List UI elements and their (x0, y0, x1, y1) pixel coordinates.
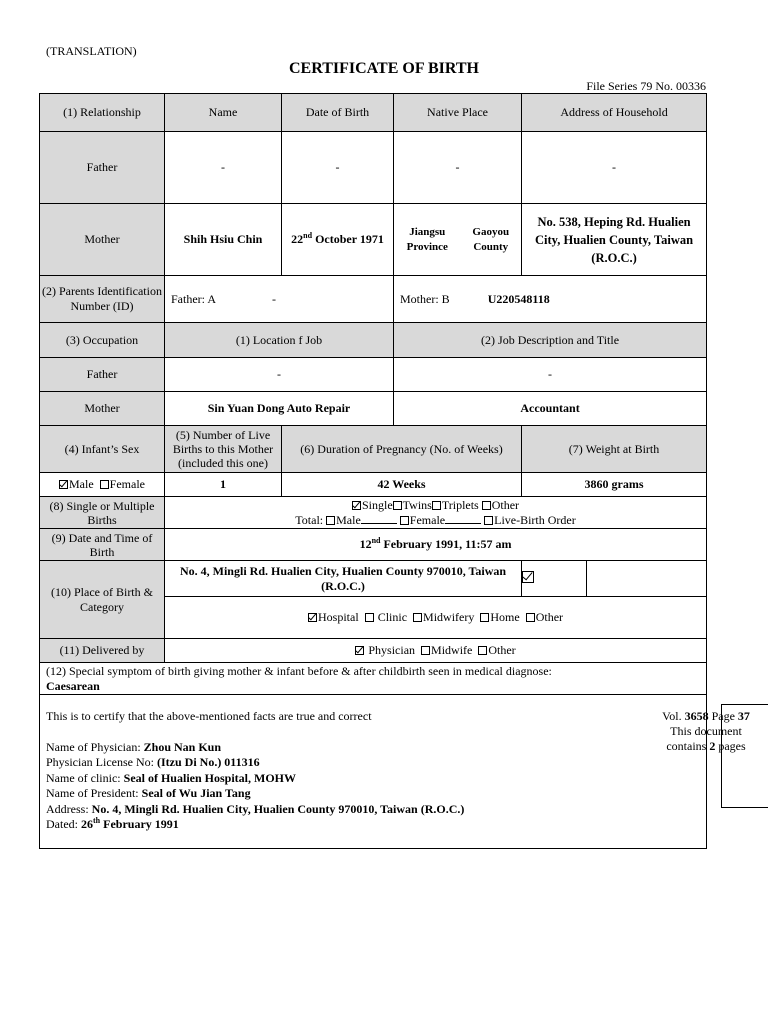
twins-checkbox[interactable] (393, 501, 402, 510)
special-symptom-value: Caesarean (46, 678, 100, 693)
mother-occupation-row (40, 392, 707, 426)
home-checkbox[interactable] (480, 613, 489, 622)
dob-header: Date of Birth (282, 94, 394, 132)
delivered-by-options: Physician Midwife Other (165, 639, 707, 663)
parents-id-label: (2) Parents Identification Number (ID) (40, 276, 165, 323)
mother-job-title: Accountant (394, 392, 707, 426)
father-job-location: - (165, 358, 394, 392)
job-location-header: (1) Location f Job (165, 323, 394, 358)
birth-place-check-cell (522, 561, 587, 597)
certification-row (40, 695, 707, 849)
father-dob: - (282, 132, 394, 204)
father-id: Father: A - (165, 276, 394, 323)
father-label: Father (40, 132, 165, 204)
birth-weight-header: (7) Weight at Birth (522, 426, 707, 473)
address-header: Address of Household (522, 94, 707, 132)
infant-info-header-row (40, 426, 707, 473)
multiple-births-label: (8) Single or Multiple Births (40, 497, 165, 529)
single-checkbox[interactable] (352, 501, 361, 510)
midwifery-checkbox[interactable] (413, 613, 422, 622)
name-header: Name (165, 94, 282, 132)
father-row (40, 132, 707, 204)
birth-datetime-value: 12nd February 1991, 11:57 am (165, 529, 707, 561)
occupation-label: (3) Occupation (40, 323, 165, 358)
infant-sex-header: (4) Infant’s Sex (40, 426, 165, 473)
mother-job-location: Sin Yuan Dong Auto Repair (165, 392, 394, 426)
birth-order-checkbox[interactable] (484, 516, 493, 525)
president-name: Name of President: Seal of Wu Jian Tang (46, 786, 251, 800)
birth-place-value: No. 4, Mingli Rd. Hualien City, Hualien County 970010, Taiwan (R.O.C.) (165, 561, 522, 597)
father-name: - (165, 132, 282, 204)
mother-dob: 22nd October 1971 (282, 204, 394, 276)
midwife-checkbox[interactable] (421, 646, 430, 655)
birth-place-empty-cell (587, 561, 707, 597)
father-native-place: - (394, 132, 522, 204)
mother-name: Shih Hsiu Chin (165, 204, 282, 276)
live-births-value: 1 (165, 473, 282, 497)
infant-sex-value: Male Female (40, 473, 165, 497)
delivered-by-row (40, 639, 707, 663)
physician-checkbox[interactable] (355, 646, 364, 655)
special-symptom-row (40, 663, 707, 695)
live-births-header: (5) Number of Live Births to this Mother (included this one) (165, 426, 282, 473)
father-occupation-row (40, 358, 707, 392)
mother-native-place (394, 204, 522, 276)
relationship-header: (1) Relationship (40, 94, 165, 132)
father-address: - (522, 132, 707, 204)
clinic-checkbox[interactable] (365, 613, 374, 622)
father-job-title: - (394, 358, 707, 392)
native-province: Jiangsu Province (406, 225, 448, 253)
mother-label: Mother (40, 204, 165, 276)
parents-id-row (40, 276, 707, 323)
occupation-header-row (40, 323, 707, 358)
father-occupation-label: Father (40, 358, 165, 392)
translation-label: (TRANSLATION) (46, 44, 137, 58)
birth-datetime-row (40, 529, 707, 561)
native-county: Gaoyou County (472, 225, 510, 253)
infant-info-row (40, 473, 707, 497)
triplets-checkbox[interactable] (432, 501, 441, 510)
hospital-checkbox[interactable] (308, 613, 317, 622)
birth-place-row (40, 561, 707, 597)
birth-place-label: (10) Place of Birth & Category (40, 561, 165, 639)
mother-row (40, 204, 707, 276)
native-place-header: Native Place (394, 94, 522, 132)
other-births-checkbox[interactable] (482, 501, 491, 510)
mother-occupation-label: Mother (40, 392, 165, 426)
certification-statement: This is to certify that the above-mentioned facts are true and correct (46, 709, 372, 723)
delivered-by-label: (11) Delivered by (40, 639, 165, 663)
total-female-checkbox[interactable] (400, 516, 409, 525)
physician-license: Physician License No: (Itzu Di No.) 011316 (46, 755, 260, 769)
birth-weight-value: 3860 grams (522, 473, 707, 497)
total-male-checkbox[interactable] (326, 516, 335, 525)
dated: Dated: 26th February 1991 (46, 816, 179, 831)
clinic-name: Name of clinic: Seal of Hualien Hospital, MOHW (46, 770, 296, 785)
multiple-births-row (40, 497, 707, 529)
pregnancy-weeks-value: 42 Weeks (282, 473, 522, 497)
hospital-address: Address: No. 4, Mingli Rd. Hualien City, Hualien County 970010, Taiwan (R.O.C.) (46, 801, 465, 816)
mother-address: No. 538, Heping Rd. Hualien City, Hualien County, Taiwan (R.O.C.) (522, 204, 707, 276)
special-symptom-label: (12) Special symptom of birth giving mother & infant before & after childbirth seen in medical diagnose: (46, 663, 552, 678)
birth-category-options: Hospital Clinic Midwifery Home Other (165, 597, 707, 639)
job-title-header: (2) Job Description and Title (394, 323, 707, 358)
birth-certificate-table (39, 93, 707, 849)
file-series-number: File Series 79 No. 00336 (586, 79, 706, 93)
birth-datetime-label: (9) Date and Time of Birth (40, 529, 165, 561)
male-checkbox[interactable] (59, 480, 68, 489)
mother-id: Mother: B U220548118 (394, 276, 707, 323)
special-symptom-cell (40, 663, 707, 695)
other-category-checkbox[interactable] (526, 613, 535, 622)
birth-place-checkbox[interactable] (522, 571, 534, 583)
relationship-header-row (40, 94, 707, 132)
female-checkbox[interactable] (100, 480, 109, 489)
volume-note: Vol. 3658 Page 37 This document contains 2 pages (662, 709, 750, 753)
certification-cell (40, 695, 707, 849)
multiple-births-options: Single Twins Triplets Other Total: Male Female Live-Birth Order (165, 497, 707, 529)
physician-name: Name of Physician: Zhou Nan Kun (46, 739, 222, 754)
document-title: CERTIFICATE OF BIRTH (288, 60, 479, 77)
other-delivery-checkbox[interactable] (478, 646, 487, 655)
pregnancy-duration-header: (6) Duration of Pregnancy (No. of Weeks) (282, 426, 522, 473)
